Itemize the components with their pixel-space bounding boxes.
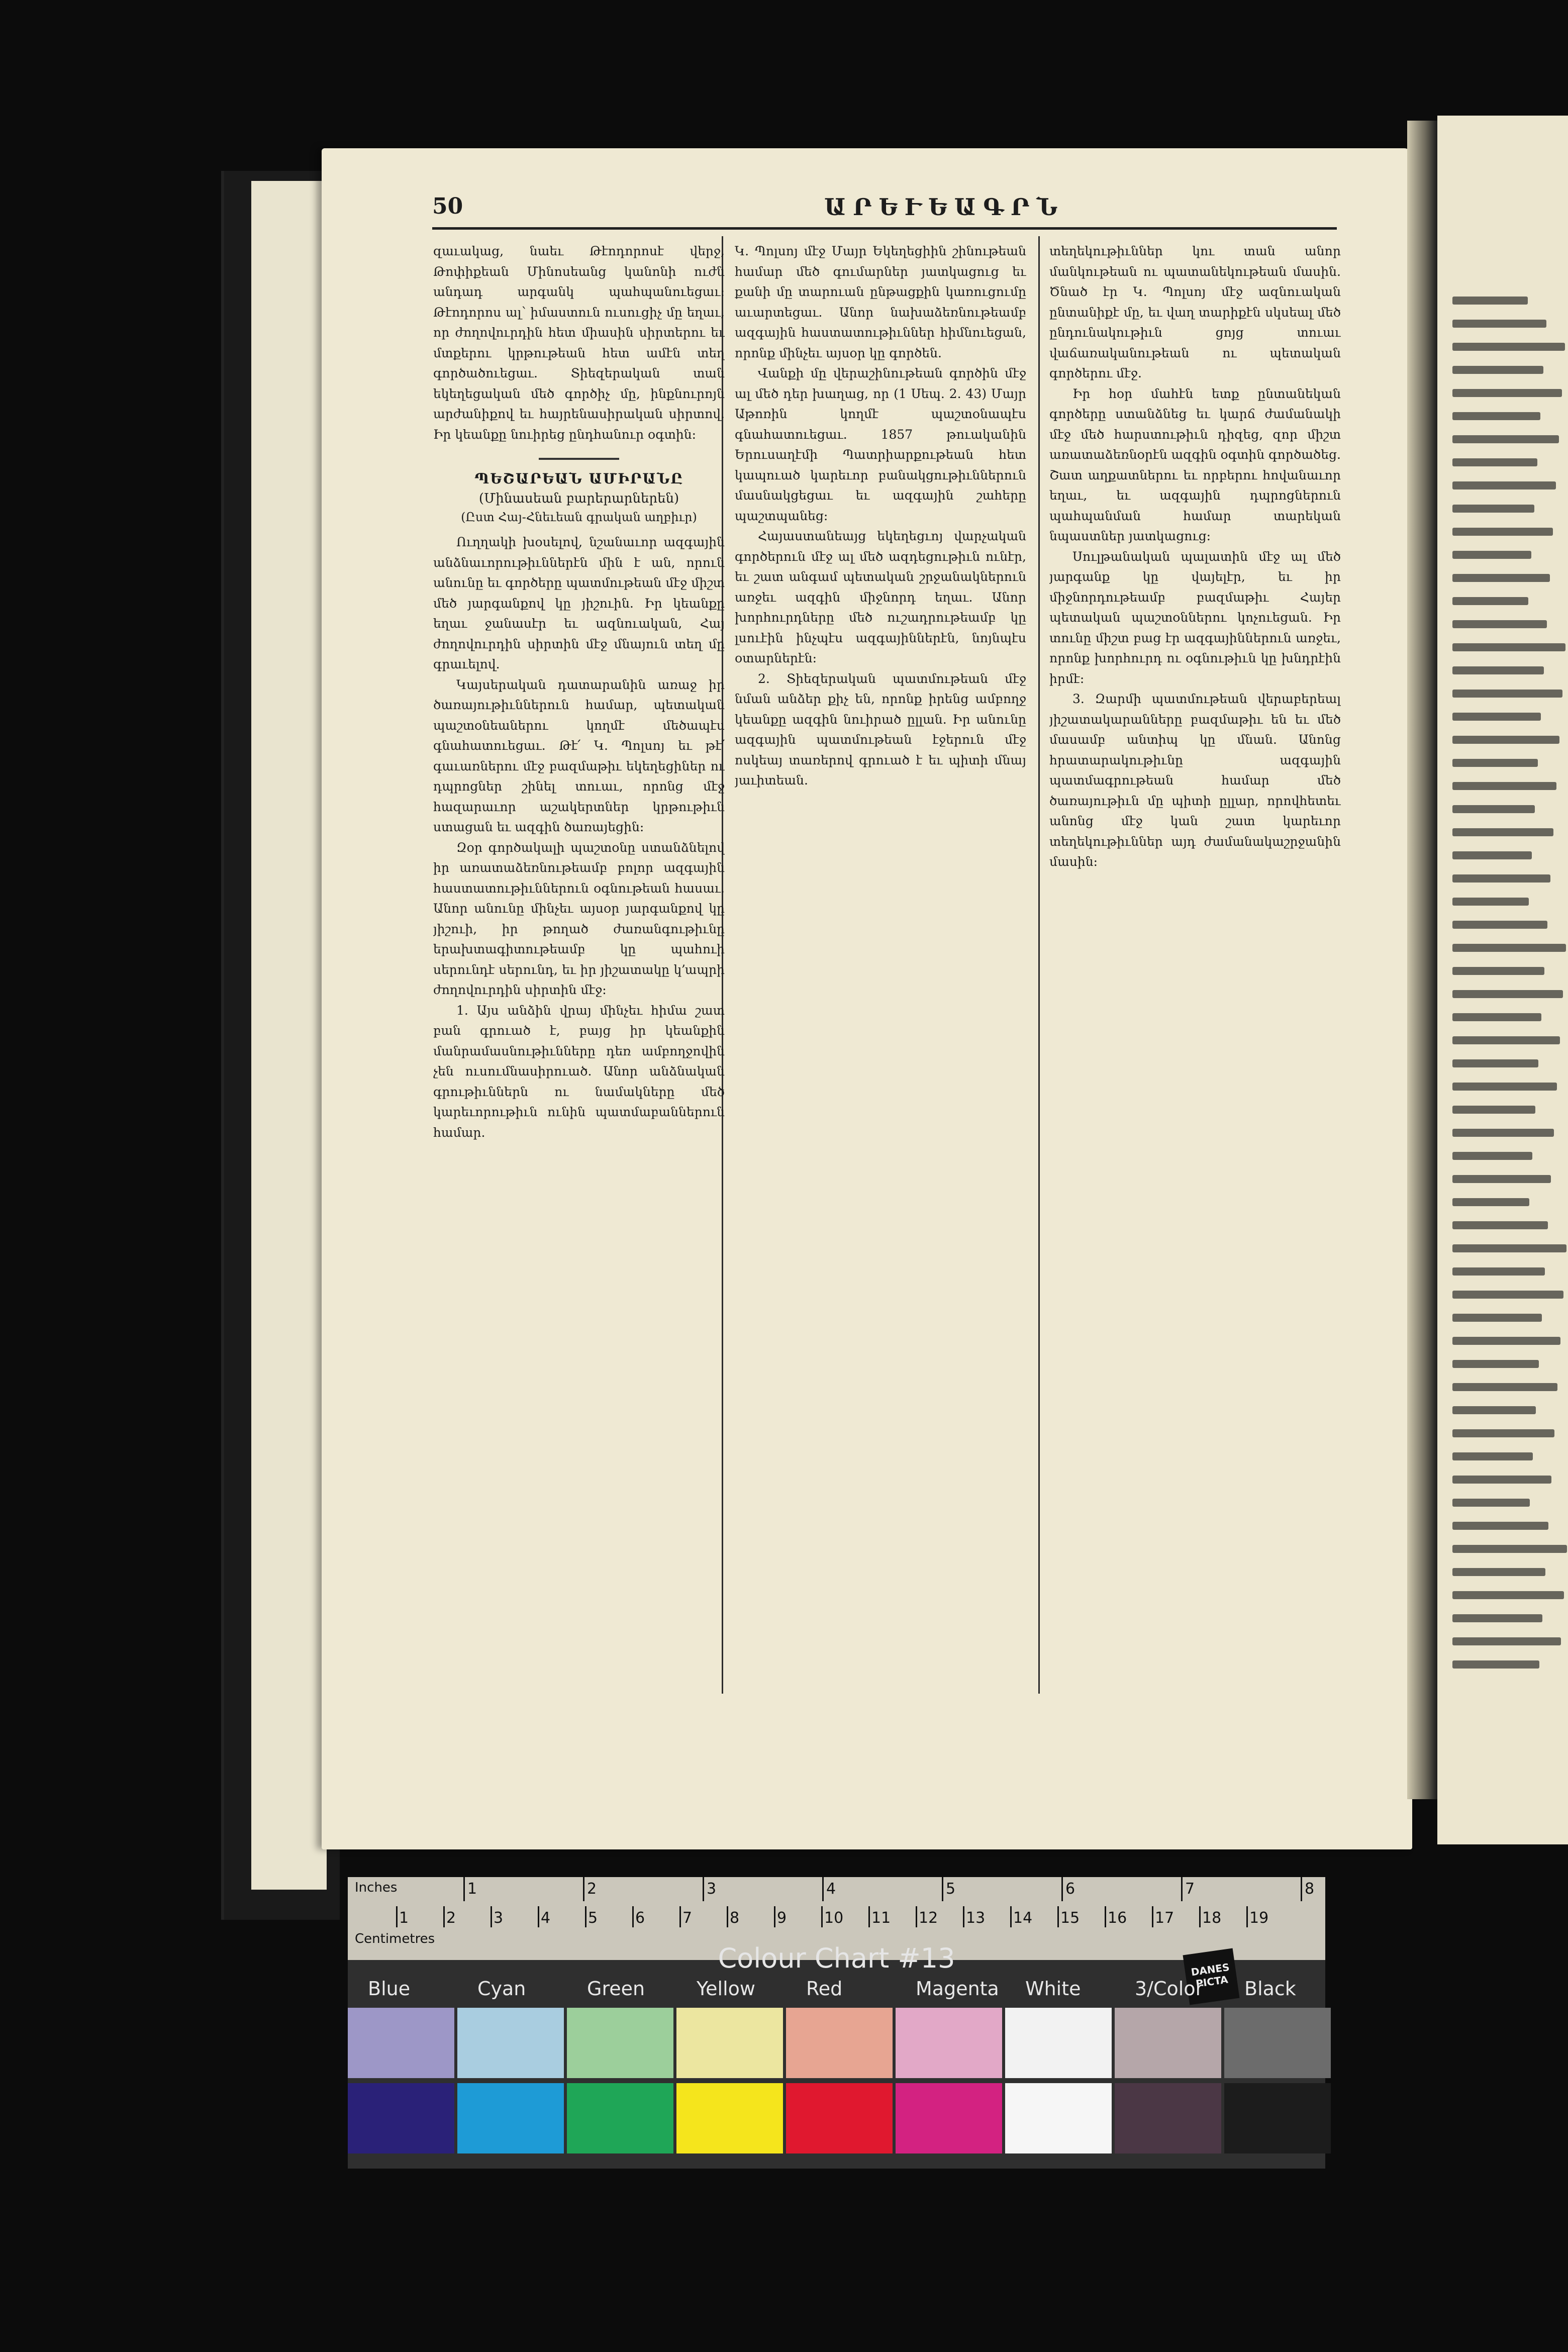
column-1: [433, 241, 725, 1699]
colour-swatch: [896, 2083, 1002, 2153]
cm-number: 4: [541, 1909, 551, 1927]
facing-page-text-line: [1452, 1522, 1548, 1530]
colour-swatch: [1005, 2083, 1112, 2153]
cm-tick: [868, 1906, 870, 1927]
facing-page-text-line: [1452, 1129, 1554, 1137]
facing-page-text-line: [1452, 690, 1562, 698]
facing-page-text-line: [1452, 481, 1556, 489]
cm-number: 8: [730, 1909, 740, 1927]
cm-tick: [1105, 1906, 1106, 1927]
colour-swatch: [457, 2008, 564, 2078]
inch-tick: [822, 1877, 824, 1901]
paragraph: Իր հօր մահէն ետք ընտանեկան գործերը ստանձնեց եւ կարճ ժամանակի մէջ մեծ հարստութիւն դիզեց, զոր միշտ առատաձեռնօրէն ազգին օգտին գործածեց. Շատ աղքատներու եւ որբերու հովանաւոր եղաւ, եւ ազգային դպրոցներուն պահպանման համար տարեկան նպաստներ յատկացուց:: [1049, 386, 1341, 543]
cm-tick: [916, 1906, 917, 1927]
inch-tick: [942, 1877, 943, 1901]
colour-swatch: [348, 2083, 454, 2153]
facing-page-text-line: [1452, 366, 1543, 374]
page-number: 50: [432, 193, 463, 219]
facing-page-text-line: [1452, 666, 1544, 674]
cm-number: 12: [919, 1909, 938, 1927]
colour-swatch: [786, 2083, 893, 2153]
facing-page-text-line: [1452, 1660, 1539, 1669]
column-rule: [1038, 236, 1040, 1694]
facing-page-text-line: [1452, 1545, 1567, 1553]
swatch-label: White: [1025, 1978, 1081, 2000]
cm-tick: [396, 1906, 398, 1927]
paragraph: Հայաստանեայց եկեղեցւոյ վարչական գործերուն մէջ ալ մեծ ազդեցութիւն ունէր, եւ շատ անգամ պետական շրջանակներուն առջեւ ազգին միջնորդ եղաւ. Անոր խորհուրդները մեծ ուշադրութեամբ կը լսուէին ինչպէս ազգայիններէն, նոյնպէս օտարներէն:: [735, 529, 1026, 665]
swatch-label: Cyan: [477, 1978, 526, 2000]
facing-page-text-line: [1452, 389, 1562, 397]
facing-page-text-line: [1452, 1244, 1566, 1252]
colour-swatch: [1224, 2008, 1331, 2078]
cm-tick: [585, 1906, 586, 1927]
facing-page-text-line: [1452, 944, 1566, 952]
facing-page-text-line: [1452, 505, 1534, 513]
facing-page-text-line: [1452, 528, 1553, 536]
cm-number: 15: [1060, 1909, 1080, 1927]
facing-page-text-line: [1452, 805, 1535, 813]
facing-page-partial: [1437, 116, 1568, 1844]
inch-number: 7: [1185, 1880, 1195, 1898]
cm-tick: [821, 1906, 823, 1927]
colour-swatch: [567, 2008, 673, 2078]
colour-swatch: [348, 2008, 454, 2078]
cm-number: 1: [399, 1909, 409, 1927]
colour-swatch: [1115, 2083, 1221, 2153]
cm-tick: [727, 1906, 728, 1927]
cm-tick: [1010, 1906, 1012, 1927]
section-title: ՊԵՇԱՐԵԱՆ ԱՄԻՐԱՆԸ: [474, 470, 683, 487]
colour-swatch: [567, 2083, 673, 2153]
cm-number: 16: [1108, 1909, 1127, 1927]
colour-swatch: [676, 2008, 783, 2078]
facing-page-text-line: [1452, 1429, 1554, 1437]
cm-number: 3: [494, 1909, 504, 1927]
section-divider: [539, 458, 619, 460]
cm-number: 14: [1013, 1909, 1033, 1927]
colour-swatch: [457, 2083, 564, 2153]
page-gutter: [1407, 121, 1437, 1799]
facing-page-text-line: [1452, 620, 1547, 628]
header-rule: [432, 227, 1337, 230]
cm-number: 19: [1249, 1909, 1269, 1927]
facing-page-text-line: [1452, 1175, 1551, 1183]
colour-swatch: [896, 2008, 1002, 2078]
colour-swatch: [786, 2008, 893, 2078]
cm-tick: [774, 1906, 775, 1927]
facing-page-text-line: [1452, 597, 1528, 605]
facing-page-text-line: [1452, 1637, 1561, 1645]
facing-page-text-line: [1452, 1452, 1533, 1460]
facing-page-text-line: [1452, 1499, 1530, 1507]
page-header: [432, 193, 1337, 229]
facing-page-text-line: [1452, 297, 1528, 305]
paragraph: Վանքի մը վերաշինութեան գործին մէջ ալ մեծ դեր խաղաց, որ (1 Սեպ. 2. 43) Մայր Աթոռին կողմէ պաշտօնապէս գնահատուեցաւ. 1857 թուականին Երուսաղէմի Պատրիարքութեան հետ կապուած կարեւոր բանակցութիւններուն մասնակցեցաւ եւ ազգային շահերը պաշտպանեց:: [735, 366, 1026, 523]
facing-page-text-line: [1452, 874, 1550, 883]
colour-chart: [348, 1877, 1325, 2169]
inch-tick: [1301, 1877, 1302, 1901]
facing-page-text-line: [1452, 343, 1565, 351]
facing-page-text-line: [1452, 921, 1547, 929]
inch-number: 4: [826, 1880, 836, 1898]
facing-page-text-line: [1452, 643, 1565, 651]
cm-number: 18: [1202, 1909, 1222, 1927]
facing-page-text-line: [1452, 713, 1541, 721]
inch-tick: [1181, 1877, 1183, 1901]
facing-page-text-line: [1452, 458, 1537, 466]
paragraph: Զօր գործակալի պաշտօնը ստանձնելով իր առատաձեռնութեամբ բոլոր ազգային հաստատութիւններուն օգնութեան հասաւ. Անոր անունը մինչեւ այսօր յարգանքով կը յիշուի, իր թողած ժառանգութիւնը երախտագիտութեամբ կը պահուի սերունդէ սերունդ, եւ իր յիշատակը կ՚ապրի ժողովուրդին սիրտին մէջ:: [433, 840, 725, 997]
swatch-labels: [348, 1978, 1325, 2003]
paragraph: Սուլթանական պալատին մէջ ալ մեծ յարգանք կը վայելէր, եւ իր միջնորդութեամբ բազմաթիւ Հայեր պետական պաշտօններու կոչուեցան. Իր տունը միշտ բաց էր ազգայիններուն առջեւ, որոնք խորհուրդ ու օգնութիւն կը խնդրէին իրմէ:: [1049, 549, 1341, 686]
cm-number: 5: [588, 1909, 598, 1927]
danes-picta-logo: DANES PICTA: [1183, 1948, 1240, 2005]
paragraph: տեղեկութիւններ կու տան անոր մանկութեան ու պատանեկութեան մասին. Ծնած էր Կ. Պոլսոյ մէջ ազնուական ընտանիքէ մը, եւ վաղ տարիքէն սկսեալ մեծ ընդունակութիւն ցոյց տուաւ վաճառականութեան ու պետական գործերու մէջ.: [1049, 244, 1341, 380]
inch-number: 2: [587, 1880, 597, 1898]
facing-page-text-line: [1452, 320, 1546, 328]
swatch-label: Green: [587, 1978, 645, 2000]
facing-page-text-line: [1452, 1083, 1557, 1091]
colour-swatch: [1224, 2083, 1331, 2153]
facing-page-text-line: [1452, 1337, 1560, 1345]
centimetres-label: Centimetres: [355, 1931, 435, 1946]
paragraph: 3. Զարմի պատմութեան վերաբերեալ յիշատակարանները բազմաթիւ են եւ մեծ մասամբ անտիպ կը մնան. Անոնց հրատարակութիւնը ազգային պատմագրութեան համար մեծ ծառայութիւն մը պիտի ըլլար, որովհետեւ անոնց մէջ կան շատ կարեւոր տեղեկութիւններ այդ ժամանակաշրջանին մասին:: [1049, 692, 1341, 869]
facing-page-text-line: [1452, 967, 1544, 975]
cm-tick: [963, 1906, 964, 1927]
facing-page-text-line: [1452, 1152, 1532, 1160]
inch-number: 3: [707, 1880, 717, 1898]
cm-number: 10: [824, 1909, 844, 1927]
cm-number: 9: [777, 1909, 787, 1927]
facing-page-text-line: [1452, 898, 1529, 906]
paragraph: 1. Այս անձին վրայ մինչեւ հիմա շատ բան գրուած է, բայց իր կեանքին մանրամասնութիւնները դեռ ամբողջովին չեն ուսումնասիրուած. Անոր անձնական գրութիւններն ու նամակները մեծ կարեւորութիւն ունին պատմաբաններուն համար.: [433, 1003, 725, 1140]
swatch-label: Red: [806, 1978, 843, 2000]
section-note: (Ըստ Հայ-Հնեւեան գրական աղբիւր): [461, 510, 697, 524]
facing-page-text-line: [1452, 435, 1559, 443]
paragraph: Կ. Պոլսոյ մէջ Մայր Եկեղեցիին շինութեան համար մեծ գումարներ յատկացուց եւ քանի մը տարուան ընթացքին կառուցումը աւարտեցաւ. Անոր նախաձեռնութեամբ ազգային հաստատութիւններ հիմնուեցան, որոնք մինչեւ այսօր կը գործեն.: [735, 244, 1026, 360]
facing-page-text-line: [1452, 1568, 1545, 1576]
facing-page-text-line: [1452, 851, 1532, 859]
facing-page-text-line: [1452, 1614, 1542, 1622]
facing-page-text-line: [1452, 574, 1550, 582]
colour-swatch: [1005, 2008, 1112, 2078]
running-head: ԱՐԵՒԵԱԳՐՆ: [824, 193, 1065, 221]
cm-tick: [679, 1906, 681, 1927]
swatch-row-light: [348, 2008, 1325, 2078]
facing-page-text-line: [1452, 551, 1531, 559]
cm-tick: [1246, 1906, 1248, 1927]
facing-page-text-line: [1452, 1591, 1564, 1599]
cm-tick: [443, 1906, 445, 1927]
facing-page-text-line: [1452, 782, 1556, 790]
facing-page-text-line: [1452, 1314, 1542, 1322]
inch-tick: [1061, 1877, 1063, 1901]
facing-page-text-line: [1452, 828, 1553, 836]
cm-number: 13: [966, 1909, 986, 1927]
facing-page-text-line: [1452, 1036, 1560, 1044]
cm-tick: [1057, 1906, 1059, 1927]
paragraph: 2. Տիեզերական պատմութեան մէջ նման անձեր քիչ են, որոնք իրենց ամբողջ կեանքը ազգին նուիրած ըլլան. Իր անունը ազգային պատմութեան էջերուն մէջ ոսկեայ տառերով գրուած է եւ պիտի մնայ յաւիտեան.: [735, 671, 1026, 788]
inch-tick: [583, 1877, 584, 1901]
facing-page-text-line: [1452, 1291, 1563, 1299]
cm-number: 7: [682, 1909, 693, 1927]
cm-number: 11: [871, 1909, 891, 1927]
swatch-label: 3/Color: [1135, 1978, 1204, 2000]
inch-number: 6: [1065, 1880, 1075, 1898]
facing-page-text-line: [1452, 1383, 1557, 1391]
facing-page-text-line: [1452, 759, 1538, 767]
swatch-label: Black: [1244, 1978, 1296, 2000]
paragraph: Ուղղակի խօսելով, նշանաւոր ազգային անձնաւորութիւններէն մին է ան, որուն անունը եւ գործերը պատմութեան մէջ միշտ մեծ յարգանքով կը յիշուին. Իր կեանքը եղաւ ջանասէր եւ ազնուական, Հայ ժողովուրդին սիրտին մէջ մնայուն տեղ մը գրաւելով.: [433, 535, 725, 671]
paragraph: Կայսերական դատարանին առաջ իր ծառայութիւններուն համար, պետական պաշտօնեաներու կողմէ մեծապէս գնահատուեցաւ. Թէ՛ Կ. Պոլսոյ եւ թէ՛ գաւառներու մէջ բազմաթիւ եկեղեցիներ ու դպրոցներ շինել տուաւ, որոնց մէջ հազարաւոր աշակերտներ կրթութիւն ստացան եւ ազգին ծառայեցին:: [433, 677, 725, 834]
cm-tick: [1199, 1906, 1201, 1927]
cm-tick: [491, 1906, 492, 1927]
facing-page-text-line: [1452, 1106, 1535, 1114]
swatch-label: Blue: [368, 1978, 411, 2000]
facing-page-text-line: [1452, 1221, 1548, 1229]
inch-tick: [463, 1877, 465, 1901]
cm-number: 2: [446, 1909, 456, 1927]
cm-tick: [632, 1906, 634, 1927]
facing-page-text-line: [1452, 1267, 1545, 1276]
facing-page-text-line: [1452, 1198, 1529, 1206]
facing-page-text-line: [1452, 1406, 1536, 1414]
column-3: [1049, 241, 1341, 1699]
cm-tick: [538, 1906, 539, 1927]
facing-page-text-line: [1452, 990, 1563, 998]
cm-tick: [1152, 1906, 1153, 1927]
facing-page-text-line: [1452, 736, 1559, 744]
column-2: [735, 241, 1026, 1699]
facing-page-text-line: [1452, 412, 1540, 420]
swatch-label: Magenta: [916, 1978, 999, 2000]
cm-number: 6: [635, 1909, 645, 1927]
facing-page-text-line: [1452, 1059, 1538, 1067]
inch-tick: [703, 1877, 704, 1901]
section-subtitle: (Մինասեան բարերարներեն): [478, 491, 679, 506]
chart-title: Colour Chart #13: [718, 1942, 955, 1974]
previous-pages-edge: [251, 181, 327, 1890]
paragraph: զաւակաց, նաեւ Թէոդորոսէ վերջ, Թոփիքեան Մինոսեանց կանոնի ուժն անդադ արգանկ պահպանուեցաւ: Թէոդորոս ալ՝ իմաստուն ուսուցիչ մը եղաւ, որ ժողովուրդին հետ միասին սիրտերու եւ մտքերու կրթութեան հետ ամէն տեղ գործածուեցաւ. Տիեզերական տան եկեղեցական մեծ գործիչ մը, ինքնուրոյն արժանիքով եւ հայրենասիրական սիրտով. Իր կեանքը նուիրեց ընդհանուր օգտին:: [433, 244, 725, 442]
inch-number: 5: [946, 1880, 956, 1898]
swatch-row-dark: [348, 2083, 1325, 2153]
cm-number: 17: [1155, 1909, 1174, 1927]
facing-page-text-line: [1452, 1013, 1541, 1021]
inch-number: 1: [467, 1880, 477, 1898]
inch-number: 8: [1305, 1880, 1315, 1898]
swatch-label: Yellow: [697, 1978, 755, 2000]
inches-label: Inches: [355, 1880, 398, 1895]
facing-page-text-line: [1452, 1476, 1551, 1484]
colour-swatch: [676, 2083, 783, 2153]
colour-swatch: [1115, 2008, 1221, 2078]
facing-page-text-line: [1452, 1360, 1539, 1368]
